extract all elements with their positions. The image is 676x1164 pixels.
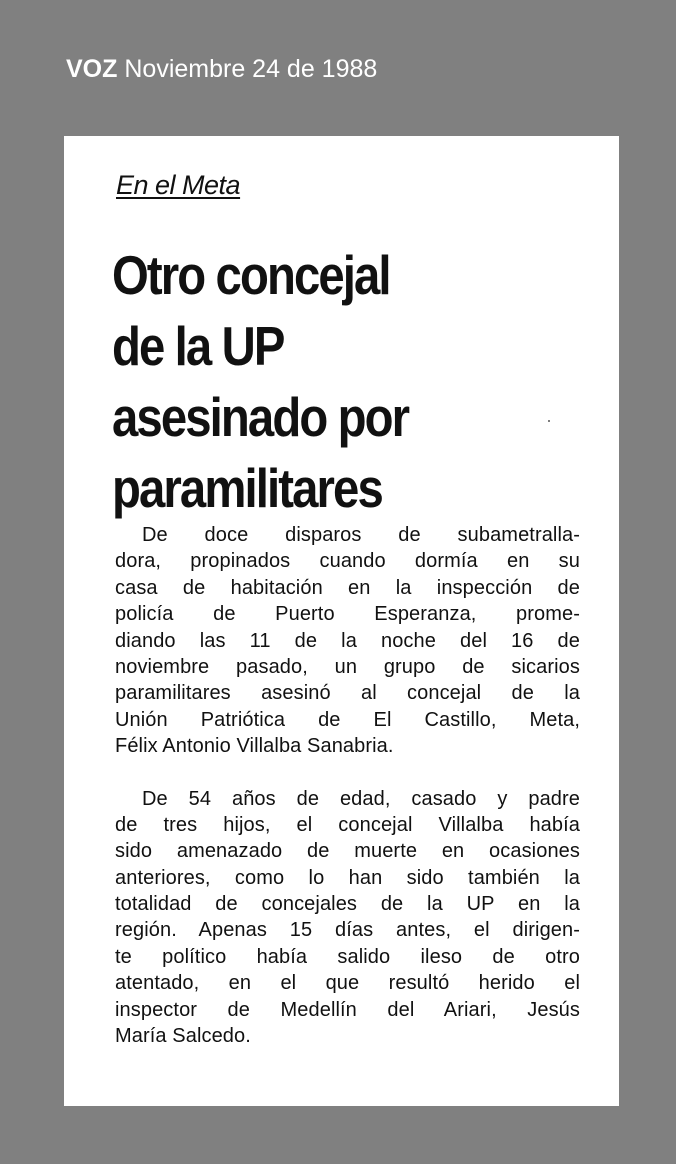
text-line: Félix Antonio Villalba Sanabria.: [115, 735, 394, 758]
paragraph-2: [115, 786, 580, 1050]
text-line: casa de habitación en la inspección de: [115, 576, 580, 599]
article-body: [115, 522, 580, 1049]
paragraph-1: [115, 522, 580, 760]
text-line: sido amenazado de muerte en ocasiones: [115, 840, 580, 863]
text-line: dora, propinados cuando dormía en su: [115, 550, 580, 573]
newspaper-clipping: [64, 136, 619, 1106]
headline-line: Otro concejal: [112, 244, 390, 306]
text-line: María Salcedo.: [115, 1025, 251, 1048]
text-line: de tres hijos, el concejal Villalba había: [115, 813, 580, 836]
text-line: atentado, en el que resultó herido el: [115, 972, 580, 995]
text-line: De 54 años de edad, casado y padre: [142, 787, 580, 810]
text-line: diando las 11 de la noche del 16 de: [115, 629, 580, 652]
publication-name: VOZ: [66, 55, 118, 83]
publication-date: Noviembre 24 de 1988: [124, 55, 378, 83]
headline: [112, 240, 456, 524]
headline-line: asesinado por: [112, 386, 409, 448]
section-label: En el Meta: [116, 170, 241, 200]
text-line: Unión Patriótica de El Castillo, Meta,: [115, 708, 580, 731]
text-line: anteriores, como lo han sido también la: [115, 866, 580, 889]
text-line: inspector de Medellín del Ariari, Jesús: [115, 998, 580, 1021]
headline-line: paramilitares: [112, 457, 382, 519]
print-speck: [548, 420, 550, 422]
text-line: De doce disparos de subametralla-: [142, 524, 580, 546]
masthead: [66, 57, 377, 82]
text-line: paramilitares asesinó al concejal de la: [115, 682, 580, 705]
text-line: región. Apenas 15 días antes, el dirigen-: [115, 919, 580, 942]
text-line: totalidad de concejales de la UP en la: [115, 893, 580, 916]
text-line: noviembre pasado, un grupo de sicarios: [115, 655, 580, 678]
headline-line: de la UP: [112, 315, 284, 377]
text-line: policía de Puerto Esperanza, prome-: [115, 603, 580, 626]
paragraph-gap: [115, 760, 580, 786]
text-line: te político había salido ileso de otro: [115, 945, 580, 968]
